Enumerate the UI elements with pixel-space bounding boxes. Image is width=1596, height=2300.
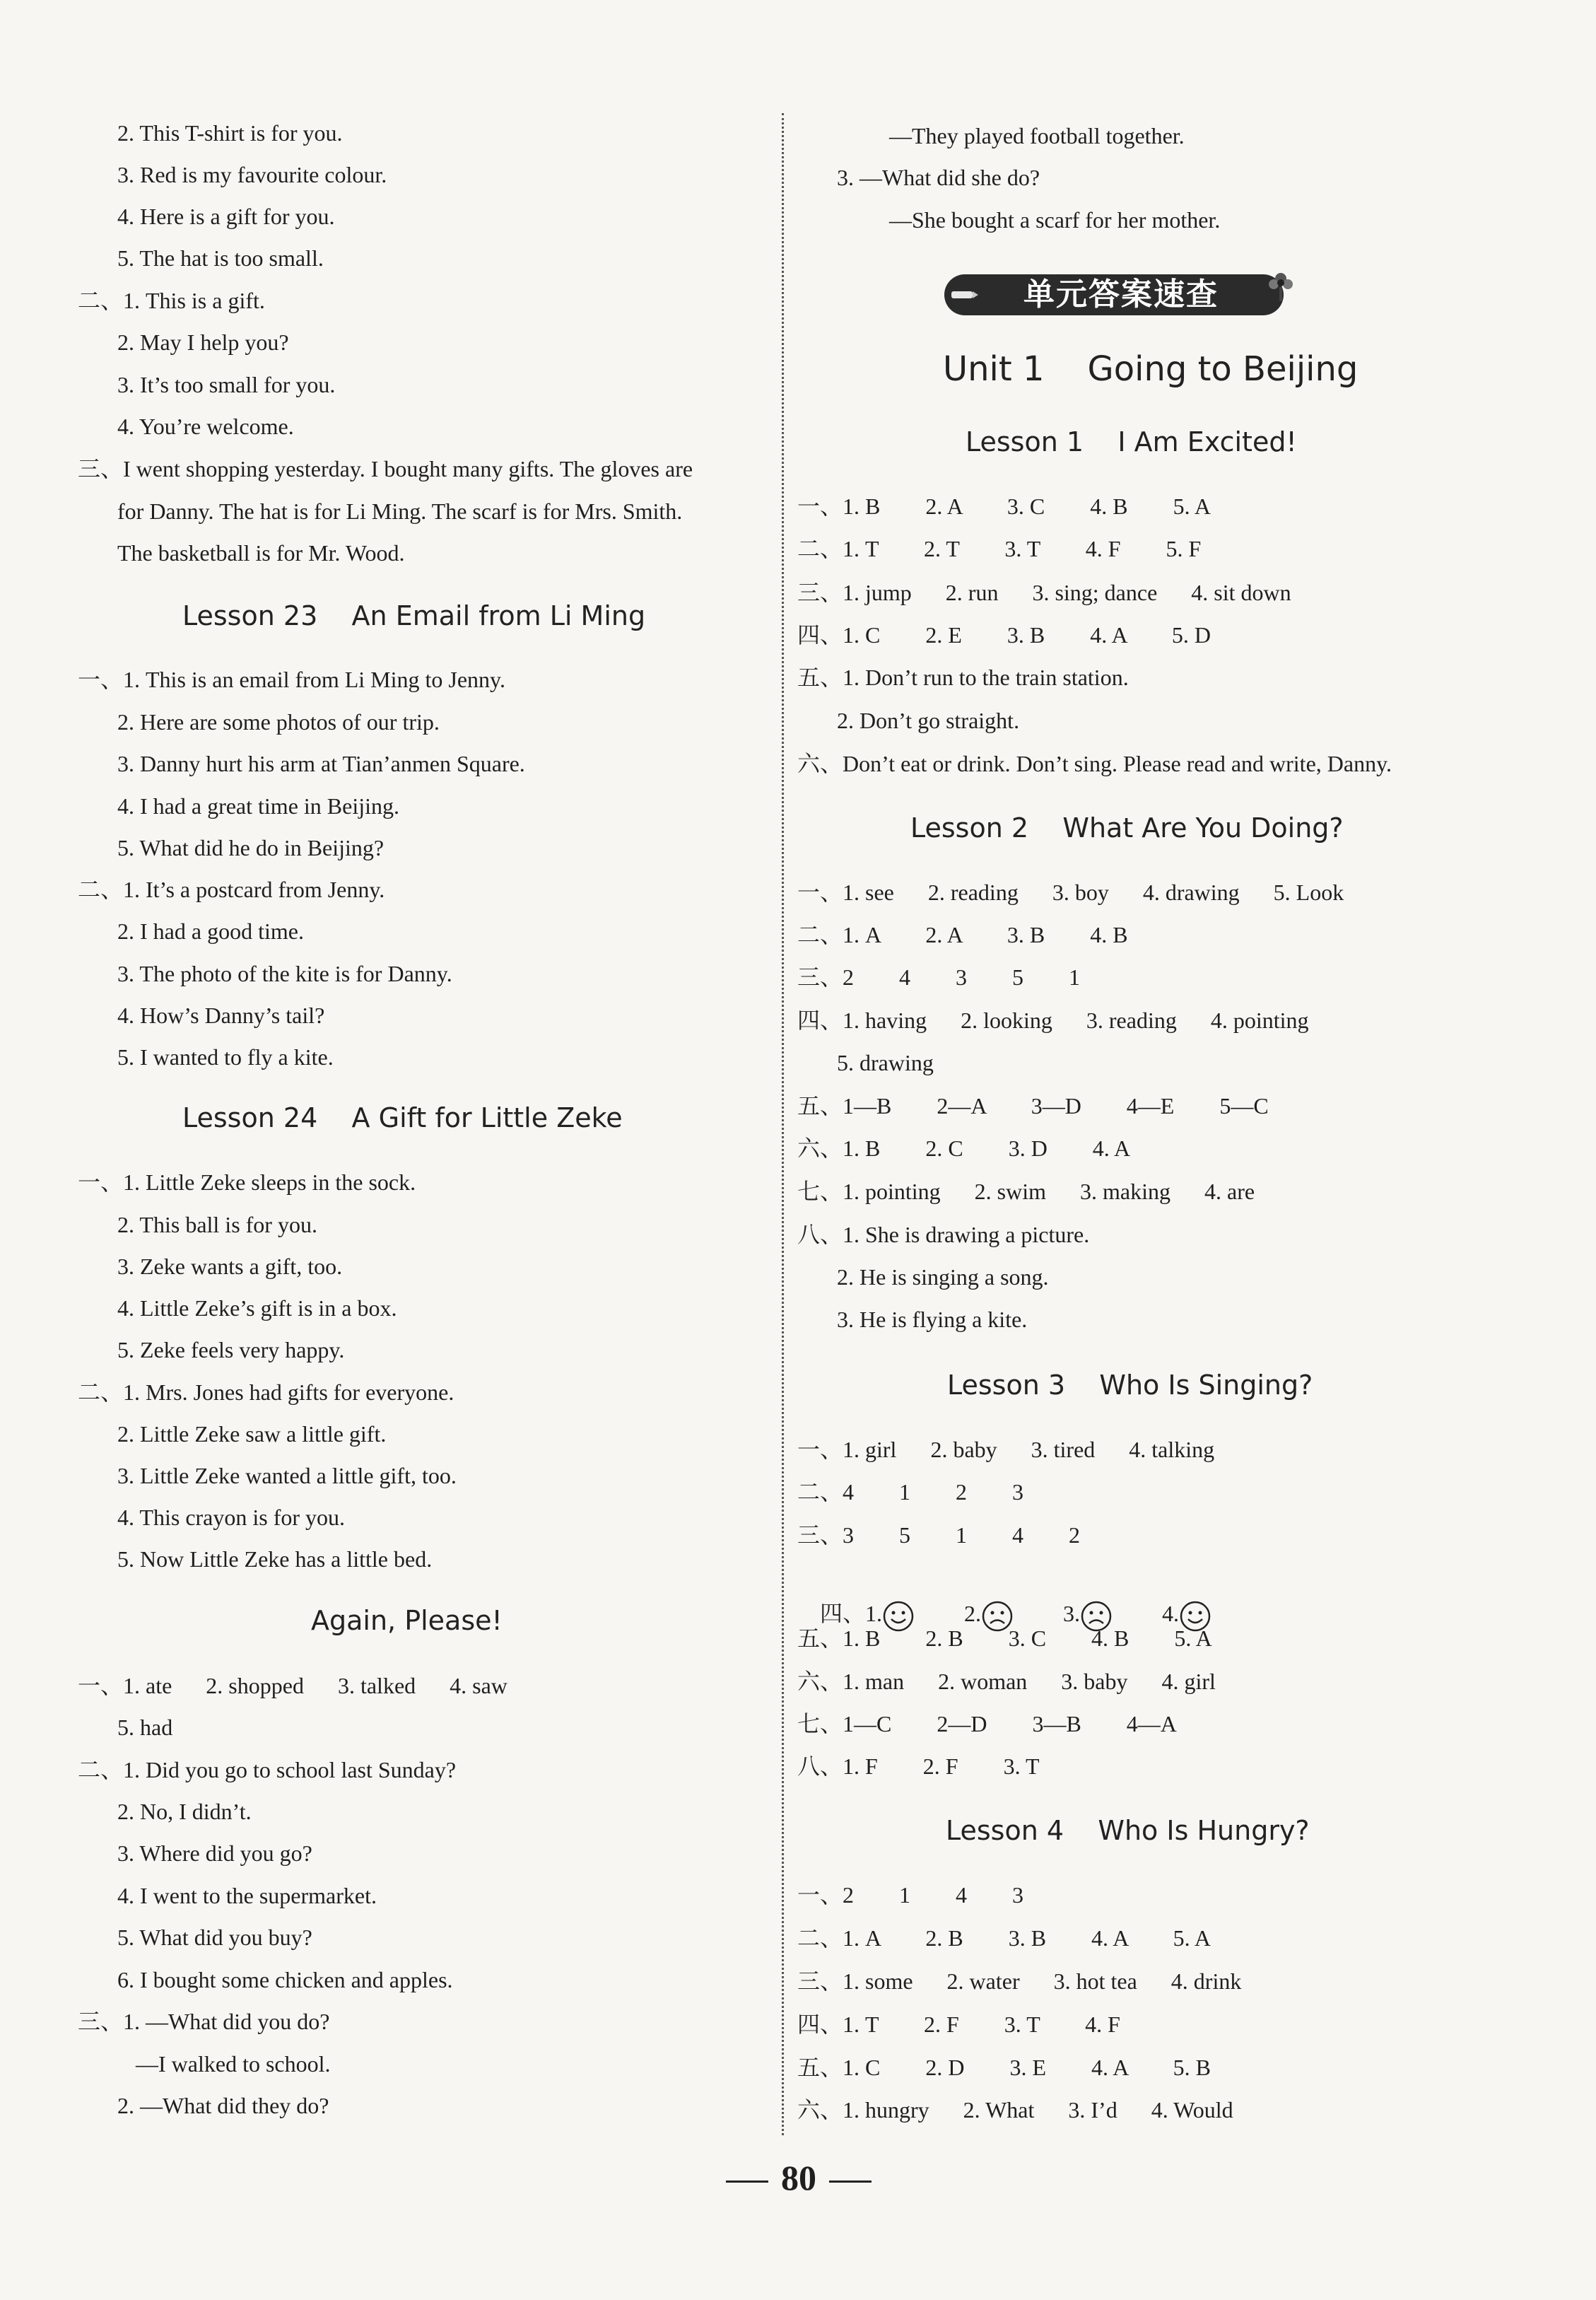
- answer-line: 4. Little Zeke’s gift is in a box.: [117, 1295, 397, 1321]
- answer-line: 三、1. some 2. water 3. hot tea 4. drink: [797, 1968, 1242, 1994]
- answer-line: 二、1. Mrs. Jones had gifts for everyone.: [78, 1379, 454, 1405]
- answer-line: 五、1—B 2—A 3—D 4—E 5—C: [797, 1093, 1269, 1119]
- page-number: [693, 2153, 905, 2202]
- answer-line: 2. This ball is for you.: [117, 1212, 317, 1237]
- section-heading: Again, Please!: [311, 1605, 503, 1636]
- answer-line: 三、2 4 3 5 1: [797, 964, 1081, 990]
- answer-line: 八、1. F 2. F 3. T: [797, 1753, 1040, 1779]
- answer-line: 4. This crayon is for you.: [117, 1505, 346, 1530]
- answer-line: 二、1. It’s a postcard from Jenny.: [78, 877, 385, 902]
- answer-line: 3. Little Zeke wanted a little gift, too.: [117, 1463, 457, 1488]
- answer-line: 三、3 5 1 4 2: [797, 1522, 1081, 1548]
- answer-line: —She bought a scarf for her mother.: [889, 207, 1221, 233]
- pencil-icon: [950, 284, 978, 305]
- answer-line: 2. I had a good time.: [117, 918, 304, 944]
- page-number-value: 80: [781, 2158, 816, 2197]
- answer-line: 二、1. Did you go to school last Sunday?: [78, 1757, 457, 1782]
- answer-line: 四、1. C 2. E 3. B 4. A 5. D: [797, 622, 1211, 648]
- answer-line: 2. Here are some photos of our trip.: [117, 709, 440, 735]
- answer-line: 六、1. man 2. woman 3. baby 4. girl: [797, 1669, 1216, 1694]
- dash-decoration: [726, 2181, 768, 2183]
- answer-line: 一、1. see 2. reading 3. boy 4. drawing 5. Look: [797, 880, 1344, 905]
- answer-line: —I walked to school.: [136, 2051, 331, 2077]
- answer-line: 4. I went to the supermarket.: [117, 1883, 377, 1908]
- answer-line: 二、4 1 2 3: [797, 1479, 1024, 1505]
- answer-line: 5. drawing: [837, 1050, 934, 1075]
- answer-line: 六、1. hungry 2. What 3. I’d 4. Would: [797, 2097, 1233, 2123]
- answer-line: 5. What did he do in Beijing?: [117, 835, 385, 860]
- answer-line: —They played football together.: [889, 123, 1185, 148]
- column-divider: [782, 113, 784, 2135]
- unit-title: Unit 1 Going to Beijing: [943, 349, 1359, 389]
- smiley-label: 3.: [1063, 1601, 1081, 1626]
- answer-line: 2. May I help you?: [117, 329, 289, 355]
- answer-line: 4. How’s Danny’s tail?: [117, 1003, 325, 1028]
- answer-line: 一、2 1 4 3: [797, 1882, 1024, 1908]
- answer-line: 一、1. Little Zeke sleeps in the sock.: [78, 1169, 416, 1195]
- lesson-heading: Lesson 4 Who Is Hungry?: [946, 1815, 1310, 1846]
- answer-line: 一、1. B 2. A 3. C 4. B 5. A: [797, 494, 1211, 519]
- answer-key-banner: [937, 269, 1305, 324]
- answer-line: 四、1. T 2. F 3. T 4. F: [797, 2012, 1120, 2037]
- answer-line: 2. This T-shirt is for you.: [117, 120, 343, 146]
- answer-line: 4. Here is a gift for you.: [117, 204, 335, 229]
- answer-line: 五、1. B 2. B 3. C 4. B 5. A: [797, 1625, 1212, 1651]
- answer-line: for Danny. The hat is for Li Ming. The scarf is for Mrs. Smith.: [117, 498, 683, 524]
- banner-title: 单元答案速查: [1023, 276, 1219, 313]
- answer-line: 六、Don’t eat or drink. Don’t sing. Please read and write, Danny.: [797, 751, 1392, 776]
- answer-line: 2. He is singing a song.: [837, 1264, 1049, 1290]
- answer-line: 六、1. B 2. C 3. D 4. A: [797, 1136, 1131, 1161]
- answer-line: 七、1—C 2—D 3—B 4—A: [797, 1711, 1177, 1736]
- answer-line: 3. Red is my favourite colour.: [117, 162, 387, 187]
- dash-decoration: [829, 2181, 872, 2183]
- answer-line: 二、1. A 2. B 3. B 4. A 5. A: [797, 1925, 1211, 1951]
- answer-line: 3. Where did you go?: [117, 1840, 312, 1866]
- smiley-label: 2.: [964, 1601, 982, 1626]
- answer-line: 五、1. Don’t run to the train station.: [797, 665, 1129, 690]
- answer-line: 2. Don’t go straight.: [837, 708, 1020, 733]
- answer-line: 二、1. T 2. T 3. T 4. F 5. F: [797, 536, 1202, 561]
- answer-line: 5. What did you buy?: [117, 1925, 312, 1950]
- answer-line: The basketball is for Mr. Wood.: [117, 540, 405, 566]
- answer-line: 三、1. jump 2. run 3. sing; dance 4. sit down: [797, 580, 1291, 605]
- question-number: 四、: [820, 1601, 866, 1626]
- smiley-label: 4.: [1162, 1601, 1180, 1626]
- answer-line: 3. It’s too small for you.: [117, 372, 336, 397]
- answer-line: 3. He is flying a kite.: [837, 1307, 1028, 1332]
- answer-line: 一、1. This is an email from Li Ming to Jenny.: [78, 667, 505, 692]
- smiley-label: 1.: [865, 1601, 883, 1626]
- lesson-heading: Lesson 1 I Am Excited!: [966, 426, 1297, 457]
- lesson-heading: Lesson 3 Who Is Singing?: [947, 1370, 1313, 1401]
- lesson-heading: Lesson 23 An Email from Li Ming: [182, 600, 646, 631]
- answer-line: 三、1. —What did you do?: [78, 2009, 330, 2034]
- answer-line: 五、1. C 2. D 3. E 4. A 5. B: [797, 2055, 1211, 2080]
- answer-line: 5. had: [117, 1715, 173, 1740]
- answer-line: 八、1. She is drawing a picture.: [797, 1222, 1090, 1247]
- lesson-heading: Lesson 24 A Gift for Little Zeke: [182, 1102, 623, 1133]
- answer-line: 二、1. A 2. A 3. B 4. B: [797, 922, 1128, 947]
- answer-line: 3. —What did she do?: [837, 165, 1040, 190]
- answer-line: 4. I had a great time in Beijing.: [117, 793, 399, 819]
- answer-line: 3. Danny hurt his arm at Tian’anmen Square.: [117, 751, 525, 776]
- answer-line: 3. Zeke wants a gift, too.: [117, 1254, 343, 1279]
- answer-line: 三、I went shopping yesterday. I bought many gifts. The gloves are: [78, 456, 693, 481]
- flower-icon: [1264, 269, 1298, 303]
- answer-line: 一、1. ate 2. shopped 3. talked 4. saw: [78, 1673, 507, 1698]
- answer-line: 5. I wanted to fly a kite.: [117, 1044, 334, 1070]
- answer-line: 5. Now Little Zeke has a little bed.: [117, 1546, 433, 1572]
- answer-line: 5. Zeke feels very happy.: [117, 1337, 345, 1362]
- answer-line: 4. You’re welcome.: [117, 414, 294, 439]
- answer-line: 2. No, I didn’t.: [117, 1799, 252, 1824]
- lesson-heading: Lesson 2 What Are You Doing?: [910, 812, 1344, 843]
- answer-line: 3. The photo of the kite is for Danny.: [117, 961, 452, 986]
- answer-line: 2. —What did they do?: [117, 2093, 329, 2118]
- answer-line: 四、1. having 2. looking 3. reading 4. pointing: [797, 1008, 1309, 1033]
- answer-line: 5. The hat is too small.: [117, 245, 324, 271]
- answer-line: 2. Little Zeke saw a little gift.: [117, 1421, 387, 1447]
- answer-line: 二、1. This is a gift.: [78, 288, 265, 313]
- answer-line: 6. I bought some chicken and apples.: [117, 1967, 453, 1992]
- answer-line: 七、1. pointing 2. swim 3. making 4. are: [797, 1179, 1255, 1204]
- answer-line: 一、1. girl 2. baby 3. tired 4. talking: [797, 1437, 1215, 1462]
